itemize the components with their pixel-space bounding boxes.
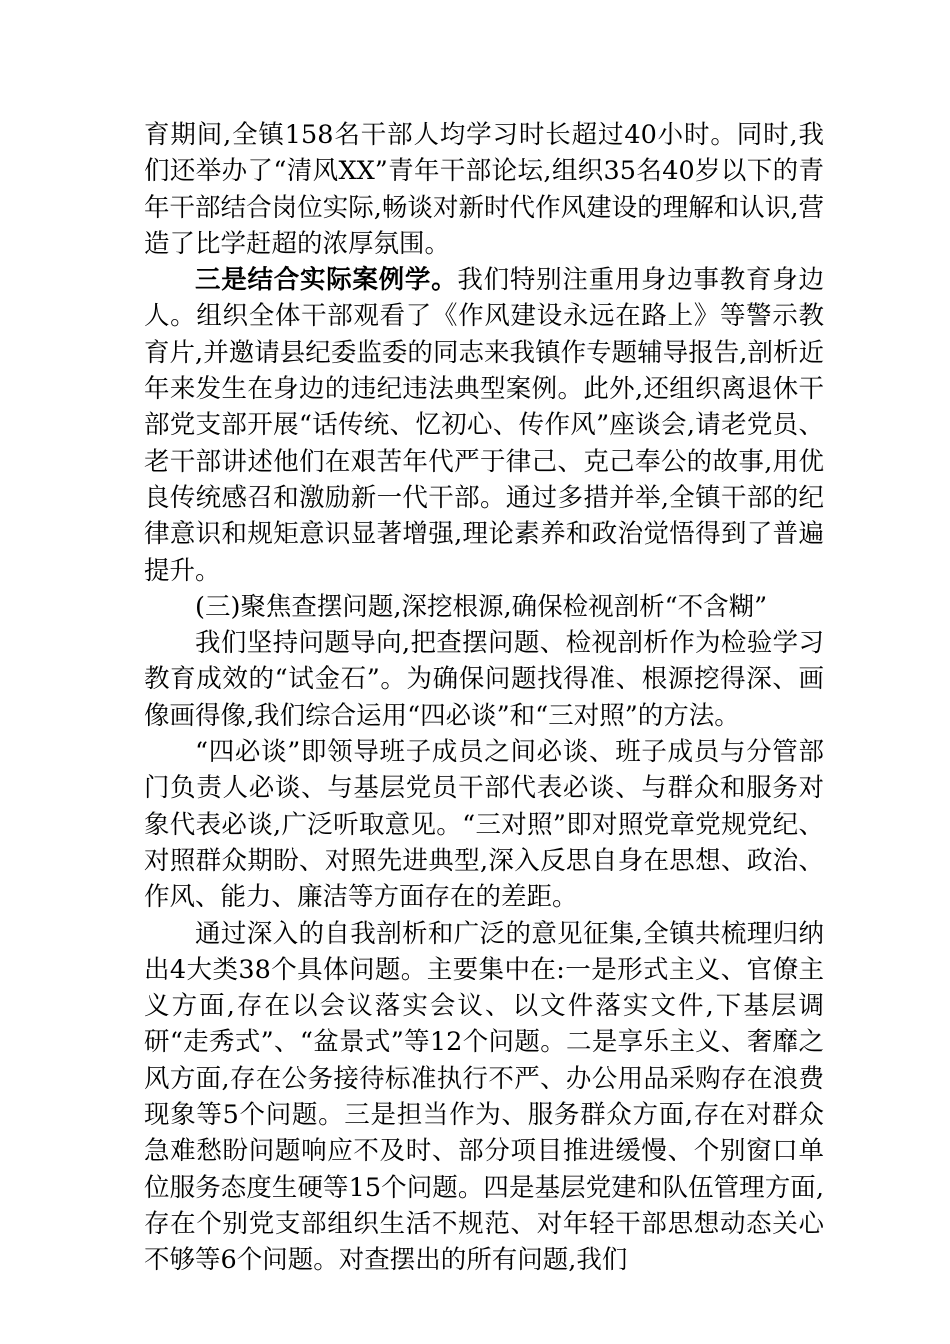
section-heading (144, 589, 824, 625)
paragraph-text: 我们特别注重用身边事教育身边人。组织全体干部观看了《作风建设永远在路上》等警示教育片,并邀请县纪委监委的同志来我镇作专题辅导报告,剖析近年来发生在身边的违纪违法典型案例。此外,还组织离退休干部党支部开展“话传统、忆初心、传作风”座谈会,请老党员、老干部讲述他们在艰苦年代严于律己、克己奉公的故事,用优良传统感召和激励新一代干部。通过多措并举,全镇干部的纪律意识和规矩意识显著增强,理论素养和政治觉悟得到了普遍提升。 (144, 265, 824, 586)
document-body (144, 117, 824, 1279)
paragraph-text: 育期间,全镇158名干部人均学习时长超过40小时。同时,我们还举办了“清风XX”青年干部论坛,组织35名40岁以下的青年干部结合岗位实际,畅谈对新时代作风建设的理解和认识,营造了比学赶超的浓厚氛围。 (144, 120, 824, 259)
paragraph-text: 我们坚持问题导向,把查摆问题、检视剖析作为检验学习教育成效的“试金石”。为确保问题找得准、根源挖得深、画像画得像,我们综合运用“四必谈”和“三对照”的方法。 (144, 628, 824, 731)
paragraph-text: 通过深入的自我剖析和广泛的意见征集,全镇共梳理归纳出4大类38个具体问题。主要集中在:一是形式主义、官僚主义方面,存在以会议落实会议、以文件落实文件,下基层调研“走秀式”、“盆景式”等12个问题。二是享乐主义、奢靡之风方面,存在公务接待标准执行不严、办公用品采购存在浪费现象等5个问题。三是担当作为、服务群众方面,存在对群众急难愁盼问题响应不及时、部分项目推进缓慢、个别窗口单位服务态度生硬等15个问题。四是基层党建和队伍管理方面,存在个别党支部组织生活不规范、对年轻干部思想动态关心不够等6个问题。对查摆出的所有问题,我们 (144, 918, 824, 1276)
paragraph-four-talks (144, 734, 824, 915)
paragraph-text: “四必谈”即领导班子成员之间必谈、班子成员与分管部门负责人必谈、与基层党员干部代表必谈、与群众和服务对象代表必谈,广泛听取意见。“三对照”即对照党章党规党纪、对照群众期盼、对照先进典型,深入反思自身在思想、政治、作风、能力、廉洁等方面存在的差距。 (144, 737, 824, 913)
paragraph-issue-summary (144, 916, 824, 1279)
section-heading-text: (三)聚焦查摆问题,深挖根源,确保检视剖析“不含糊” (195, 591, 768, 622)
paragraph-lead: 三是结合实际案例学。 (195, 265, 458, 296)
paragraph-case-study (144, 262, 824, 589)
paragraph-continuation (144, 117, 824, 262)
paragraph-problem-orientation (144, 625, 824, 734)
